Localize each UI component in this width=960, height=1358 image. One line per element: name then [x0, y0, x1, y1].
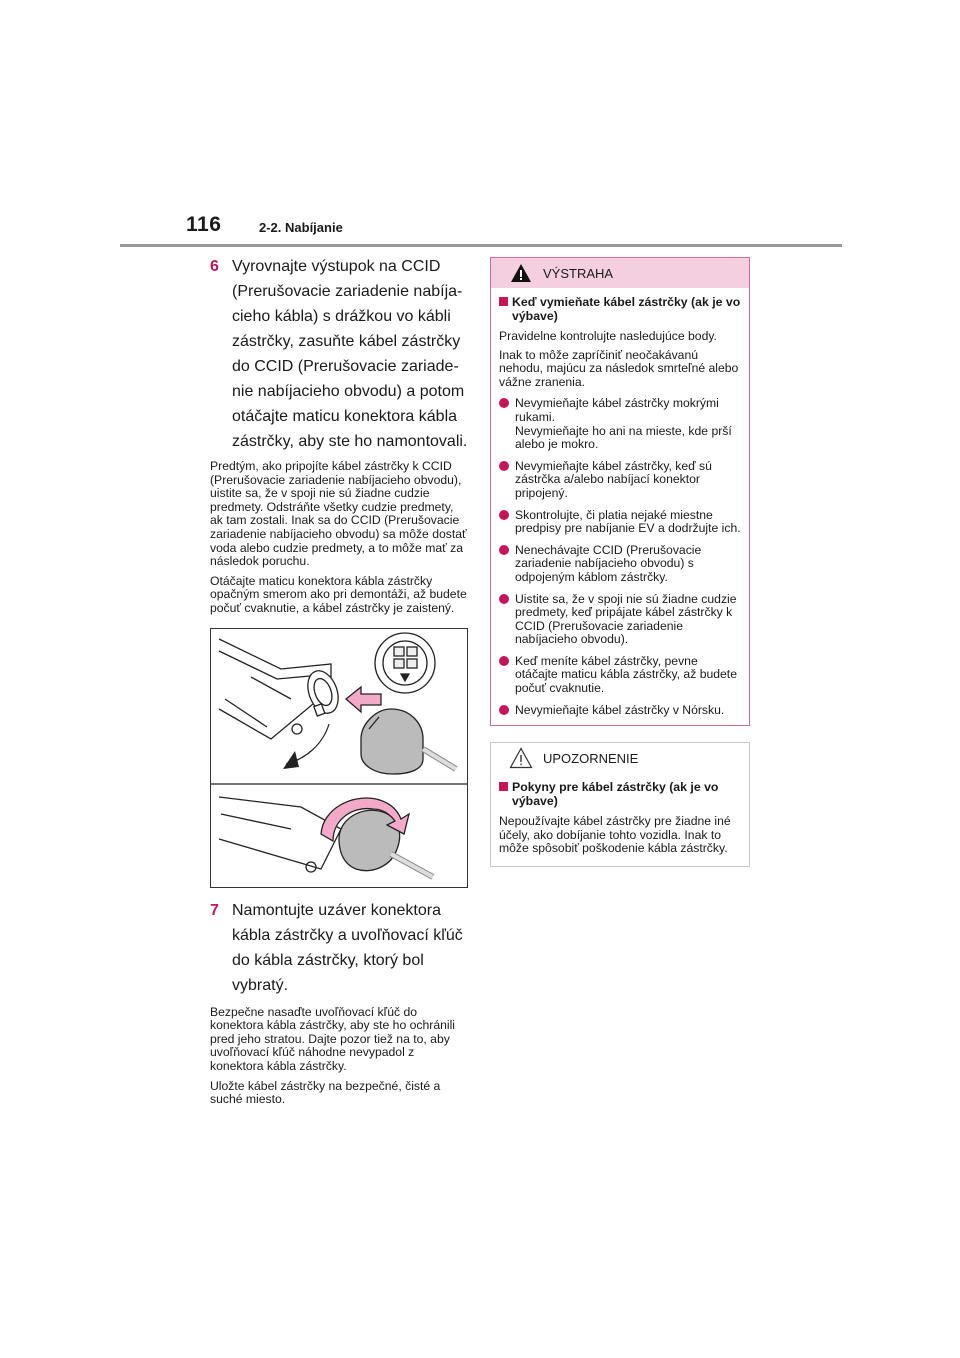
caution-icon	[509, 747, 533, 769]
step-number: 6	[210, 258, 219, 275]
bullet-dot-icon	[499, 510, 509, 520]
left-column	[210, 254, 468, 1107]
paragraph: Bezpečne nasaďte uvoľňovací kľúč do konektora kábla zástrčky, aby ste ho ochránili pred jeho stratou. Dajte pozor tiež na to, aby uvoľňovací kľúč náhodne nevypadol z konektora kábla zástrčky.	[210, 1004, 455, 1073]
warning-bullet: Nevymieňajte kábel zástrčky, keď sú zástrčka a/alebo nabíjací konektor pripojený.	[499, 460, 741, 501]
warning-header	[491, 258, 749, 288]
paragraph: Predtým, ako pripojíte kábel zástrčky k CCID (Prerušovacie zariadenie nabíjacieho obvodu), uistite sa, že v spoji nie sú žiadne cudzie predmety. Odstráňte všetky cudzie predmety, ak tam zostali. Inak sa do CCID (Prerušovacie zariadenie nabíjacieho obvodu) sa môže dostať voda alebo cudzie predmety, a to môže mať za následok poruchu.	[210, 459, 467, 569]
page-number: 116	[186, 213, 222, 236]
warning-bullet: Nenechávajte CCID (Prerušovacie zariadenie nabíjacieho obvodu) s odpojeným káblom zástrčky.	[499, 544, 741, 585]
step-text: Vyrovnajte výstupok na CCID (Prerušovacie zariadenie nabíjacieho kábla) s drážkou vo kábli zástrčky, zasuňte kábel zástrčky do CCID (Prerušovacie zariadenie nabíjacieho obvodu) a potom otáčajte maticu konektora kábla zástrčky, aby ste ho namontovali.	[232, 258, 468, 450]
warning-box	[490, 257, 750, 726]
header-rule	[120, 244, 842, 247]
step-6	[210, 254, 468, 454]
caution-text: Nepoužívajte kábel zástrčky pre žiadne iné účely, ako dobíjanie tohto vozidla. Inak to môže spôsobiť poškodenie kábla zástrčky.	[499, 814, 731, 856]
bullet-dot-icon	[499, 398, 509, 408]
warning-bullet: Uistite sa, že v spoji nie sú žiadne cudzie predmety, keď pripájate kábel zástrčky k CCID (Prerušovacie zariadenie nabíjacieho obvodu).	[499, 593, 741, 647]
step-text: Namontujte uzáver konektora kábla zástrčky a uvoľňovací kľúč do kábla zástrčky, ktorý bol vybratý.	[232, 901, 463, 994]
connector-illustration	[210, 628, 468, 888]
warning-intro: Pravidelne kontrolujte nasledujúce body.	[499, 329, 717, 343]
warning-bullet: Skontrolujte, či platia nejaké miestne predpisy pre nabíjanie EV a dodržujte ich.	[499, 509, 741, 536]
right-column	[490, 257, 750, 867]
square-bullet-icon	[499, 297, 508, 306]
warning-icon	[510, 263, 532, 283]
paragraph: Otáčajte maticu konektora kábla zástrčky opačným smerom ako pri demontáži, až budete počuť cvaknutie, a kábel zástrčky je zaistený.	[210, 573, 467, 615]
bullet-dot-icon	[499, 705, 509, 715]
caution-title: UPOZORNENIE	[543, 751, 639, 767]
caution-box	[490, 742, 750, 867]
caution-header	[491, 743, 749, 773]
step-number: 7	[210, 901, 219, 919]
warning-title: VÝSTRAHA	[543, 266, 614, 281]
caution-heading: Pokyny pre kábel zástrčky (ak je vo výbave)	[499, 780, 741, 808]
step-7	[210, 898, 468, 998]
bullet-dot-icon	[499, 461, 509, 471]
bullet-dot-icon	[499, 545, 509, 555]
bullet-dot-icon	[499, 594, 509, 604]
section-title: 2-2. Nabíjanie	[259, 220, 343, 235]
warning-bullet: Nevymieňajte kábel zástrčky mokrými rukami. Nevymieňajte ho ani na mieste, kde prší alebo je mokro.	[499, 397, 741, 451]
warning-bullet: Nevymieňajte kábel zástrčky v Nórsku.	[499, 704, 741, 718]
warning-intro: Inak to môže zapríčiniť neočakávanú nehodu, majúcu za následok smrteľné alebo vážne zranenia.	[499, 347, 739, 389]
bullet-dot-icon	[499, 656, 509, 666]
square-bullet-icon	[499, 782, 508, 791]
warning-bullet: Keď meníte kábel zástrčky, pevne otáčajte maticu kábla zástrčky, až budete počuť cvaknutie.	[499, 655, 741, 696]
warning-heading: Keď vymieňate kábel zástrčky (ak je vo výbave)	[499, 295, 741, 323]
paragraph: Uložte kábel zástrčky na bezpečné, čisté a suché miesto.	[210, 1078, 441, 1107]
